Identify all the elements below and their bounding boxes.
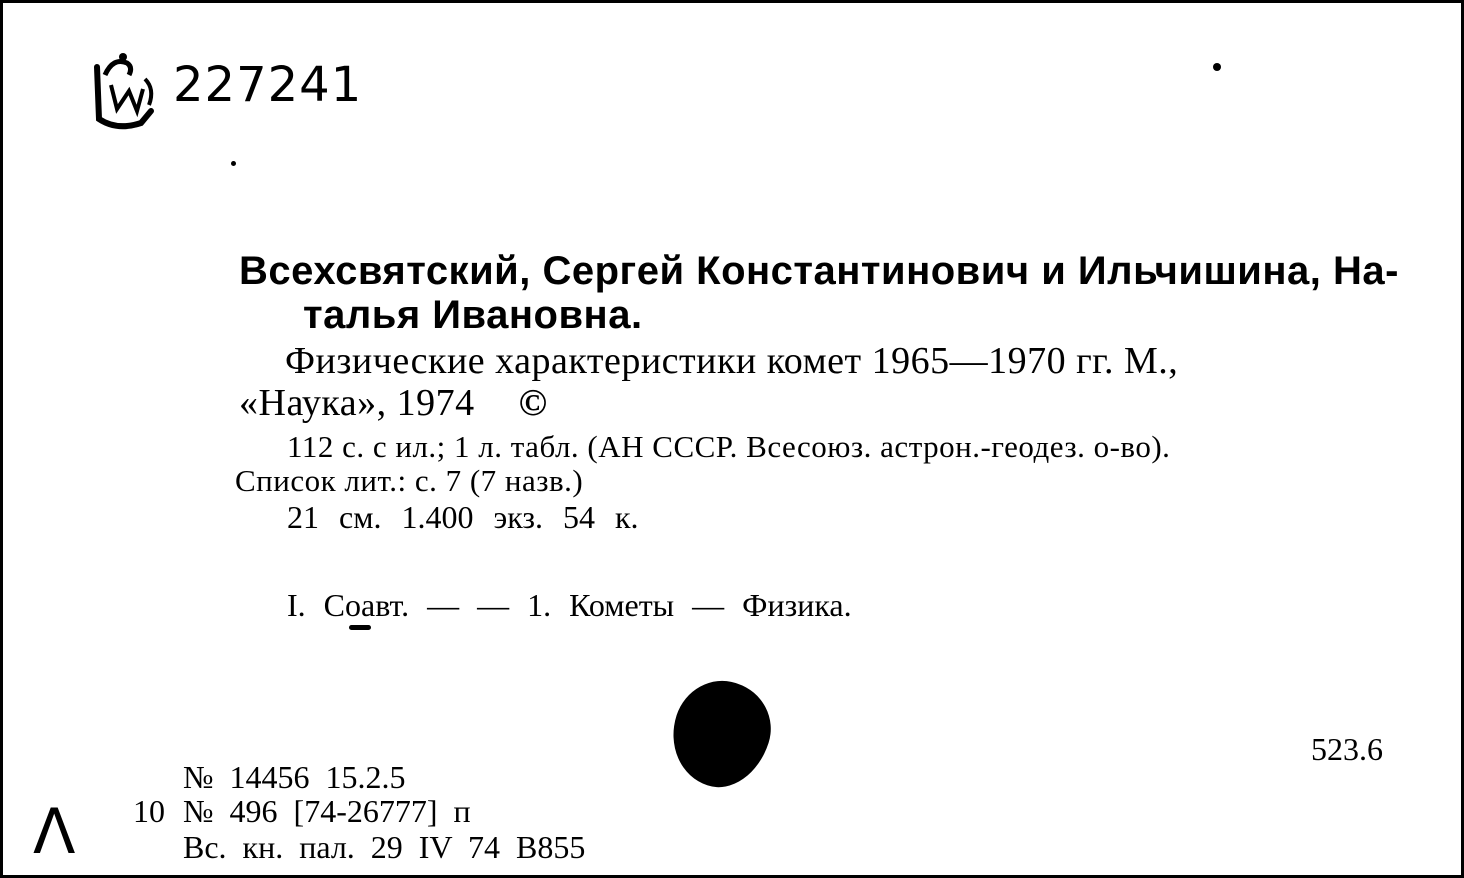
ink-speck xyxy=(349,625,371,630)
classification-number: 523.6 xyxy=(1311,731,1383,767)
record-order-line: № 496 [74-26777] п xyxy=(183,793,471,829)
tracings: I. Соавт. — — 1. Кометы — Физика. xyxy=(287,587,852,623)
library-stamp-icon xyxy=(89,49,163,133)
ink-speck xyxy=(1213,63,1221,71)
inventory-number: 227241 xyxy=(173,57,363,113)
punch-hole-blot xyxy=(659,669,783,799)
copyright-icon: © xyxy=(518,382,548,424)
physical-description: 112 с. с ил.; 1 л. табл. (АН СССР. Всесоюз. астрон.-геодез. о-во). xyxy=(287,429,1171,464)
margin-mark: Λ xyxy=(33,795,76,868)
bibliography-note: Список лит.: с. 7 (7 назв.) xyxy=(235,463,584,498)
title-line: Физические характеристики комет 1965—1970 гг. М., xyxy=(285,340,1179,382)
size-price-line: 21 см. 1.400 экз. 54 к. xyxy=(287,499,639,535)
record-copies-prefix: 10 xyxy=(133,793,165,829)
author-line: Всехсвятский, Сергей Константинович и Ильчишина, На- xyxy=(239,249,1399,293)
record-number-line: № 14456 15.2.5 xyxy=(183,759,406,795)
ink-speck xyxy=(231,161,236,166)
imprint-line xyxy=(239,381,548,425)
chamber-record-line: Вс. кн. пал. 29 IV 74 В855 xyxy=(183,829,586,865)
author-line-continued: талья Ивановна. xyxy=(303,293,643,337)
imprint-text: «Наука», 1974 xyxy=(239,382,475,424)
